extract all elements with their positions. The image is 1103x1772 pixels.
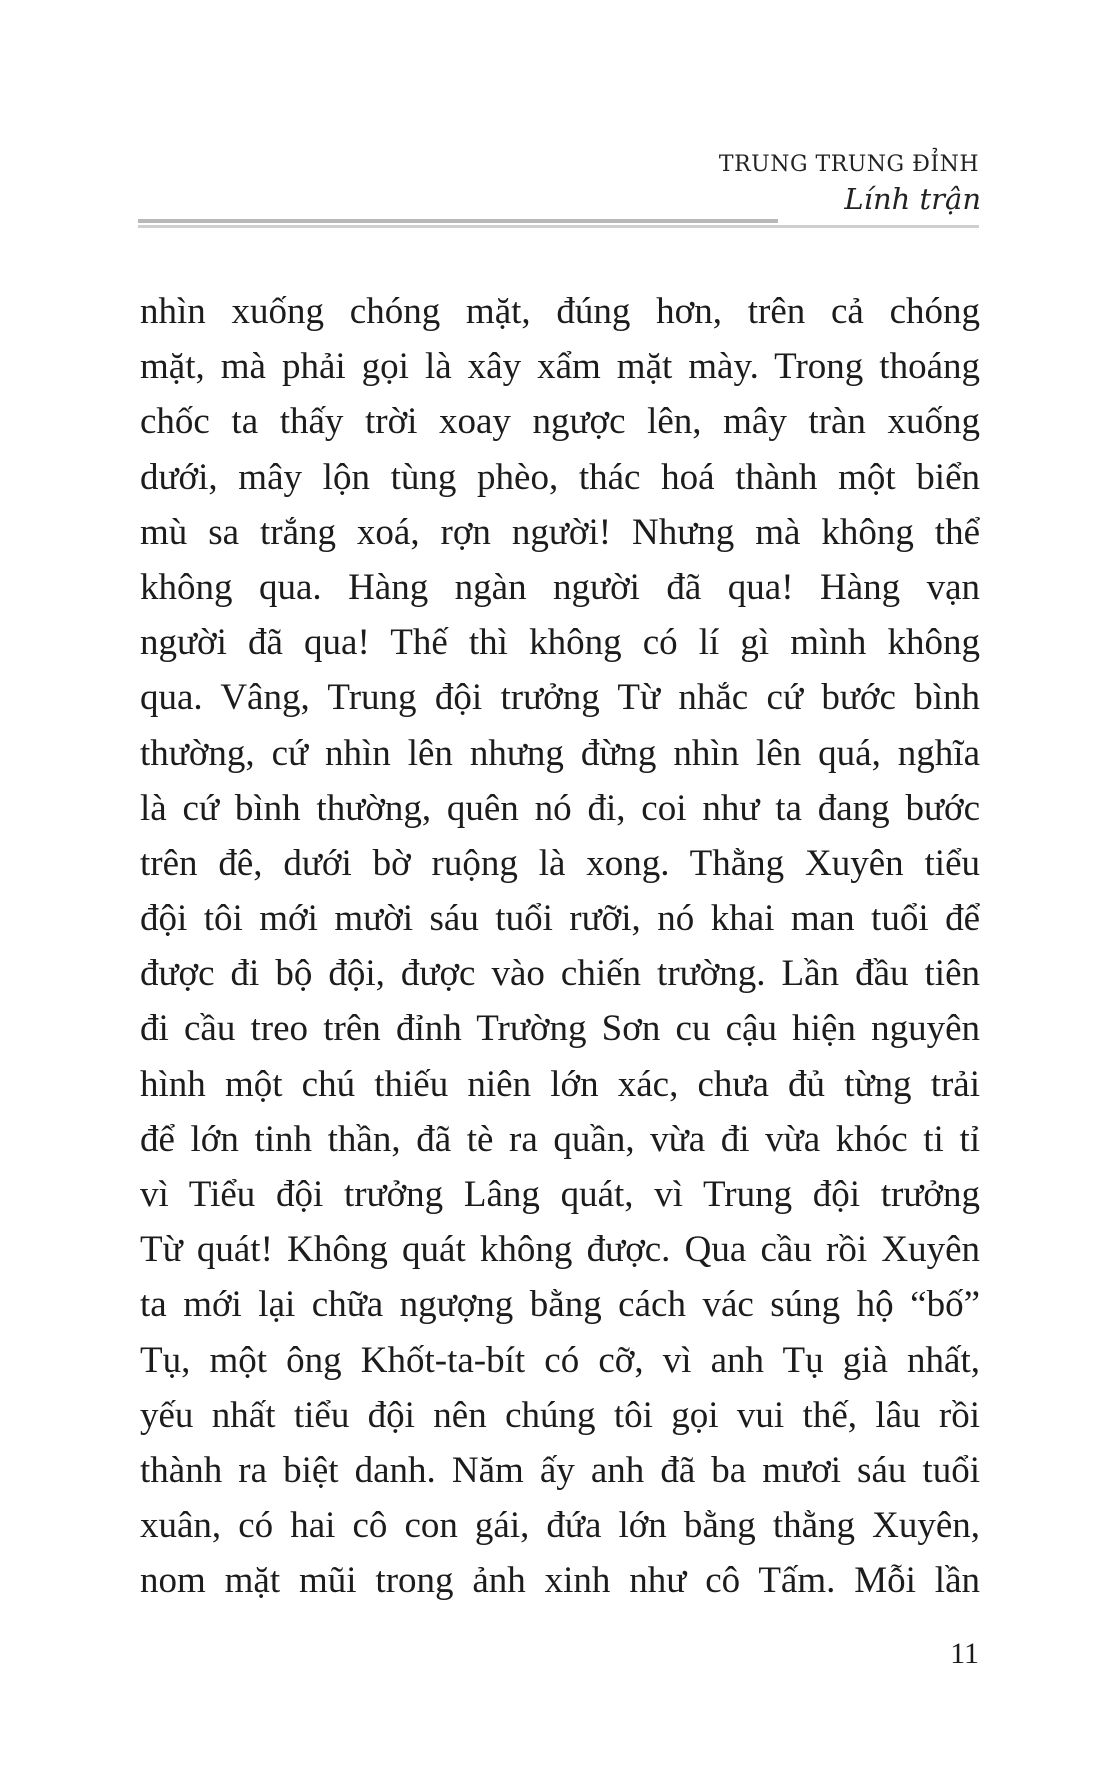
text-line: thành ra biệt danh. Năm ấy anh đã ba mươi sáu tuổi <box>140 1449 980 1491</box>
text-line: nom mặt mũi trong ảnh xinh như cô Tấm. Mỗi lần <box>140 1560 980 1602</box>
text-line: người đã qua! Thế thì không có lí gì mình không <box>140 622 980 664</box>
text-line: ta mới lại chữa ngượng bằng cách vác súng hộ “bố” <box>140 1284 980 1326</box>
text-line: mặt, mà phải gọi là xây xẩm mặt mày. Trong thoáng <box>140 346 980 388</box>
text-line: không qua. Hàng ngàn người đã qua! Hàng vạn <box>140 566 980 608</box>
book-title: Lính trận <box>844 182 981 216</box>
text-line: Từ quát! Không quát không được. Qua cầu rồi Xuyên <box>140 1229 980 1271</box>
text-line: vì Tiểu đội trưởng Lâng quát, vì Trung đội trưởng <box>140 1174 980 1215</box>
text-line: đội tôi mới mười sáu tuổi rưỡi, nó khai man tuổi để <box>140 898 980 940</box>
author-name: TRUNG TRUNG ĐỈNH <box>718 152 979 177</box>
text-line: thường, cứ nhìn lên nhưng đừng nhìn lên quá, nghĩa <box>140 732 980 774</box>
text-line: xuân, có hai cô con gái, đứa lớn bằng thằng Xuyên, <box>140 1505 980 1547</box>
text-line: chốc ta thấy trời xoay ngược lên, mây tràn xuống <box>140 401 980 443</box>
text-line: nhìn xuống chóng mặt, đúng hơn, trên cả chóng <box>140 291 980 332</box>
header-rule-top <box>138 219 778 223</box>
text-line: trên đê, dưới bờ ruộng là xong. Thằng Xuyên tiểu <box>140 842 980 884</box>
text-line: yếu nhất tiểu đội nên chúng tôi gọi vui thế, lâu rồi <box>140 1394 980 1436</box>
text-line: để lớn tinh thần, đã tè ra quần, vừa đi vừa khóc ti tỉ <box>140 1118 980 1160</box>
text-line: hình một chú thiếu niên lớn xác, chưa đủ từng trải <box>140 1063 980 1105</box>
text-line: đi cầu treo trên đỉnh Trường Sơn cu cậu hiện nguyên <box>140 1008 980 1050</box>
text-line: là cứ bình thường, quên nó đi, coi như ta đang bước <box>140 787 980 829</box>
running-header <box>719 150 979 216</box>
body-text <box>140 284 980 1609</box>
text-line: mù sa trắng xoá, rợn người! Nhưng mà không thể <box>140 511 980 553</box>
text-line: qua. Vâng, Trung đội trưởng Từ nhắc cứ bước bình <box>140 677 980 719</box>
page-number: 11 <box>950 1637 979 1670</box>
text-line: Tụ, một ông Khốt-ta-bít có cỡ, vì anh Tụ già nhất, <box>140 1339 980 1381</box>
text-line: được đi bộ đội, được vào chiến trường. Lần đầu tiên <box>140 953 980 995</box>
header-rule-bottom <box>138 225 979 228</box>
text-line: dưới, mây lộn tùng phèo, thác hoá thành một biển <box>140 456 980 498</box>
